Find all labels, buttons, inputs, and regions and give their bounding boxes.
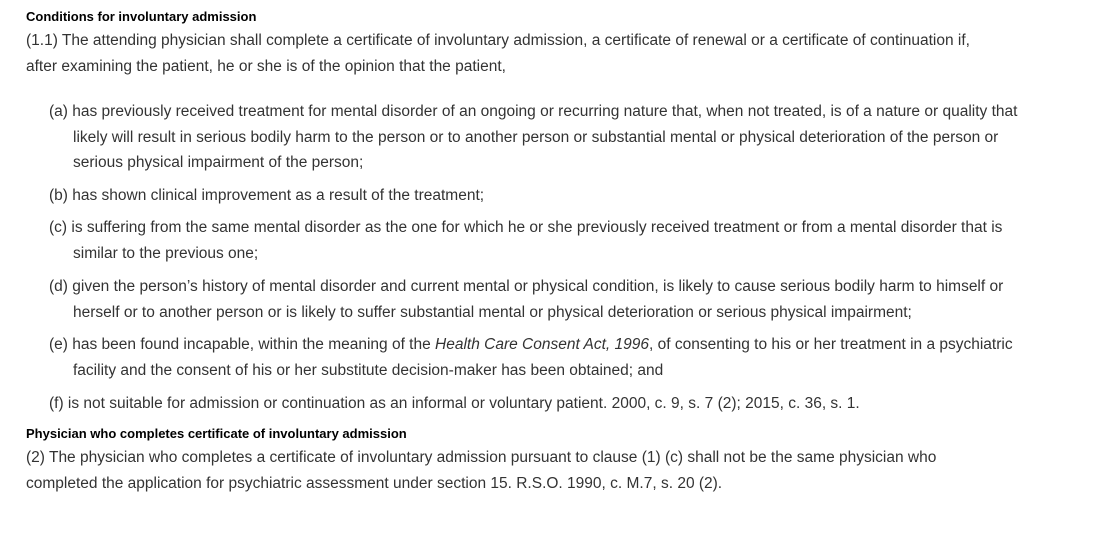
clause-list xyxy=(26,99,1091,417)
section-1-1-text: (1.1) The attending physician shall complete a certificate of involuntary admission, a certificate of renewal or a certificate of continuation if, after examining the patient, he or she is of the opinion that the patient, xyxy=(26,32,970,75)
clause-f: (f) is not suitable for admission or continuation as an informal or voluntary patient. 2000, c. 9, s. 7 (2); 2015, c. 36, s. 1. xyxy=(49,395,860,412)
clause-e-text-after: , of consenting to his or her treatment in a psychiatric facility and the consent of his or her substitute decision-maker has been obtained; and xyxy=(73,336,1013,379)
clause-b: (b) has shown clinical improvement as a result of the treatment; xyxy=(49,186,485,204)
clause-d: (d) given the person’s history of mental disorder and current mental or physical condition, is likely to cause serious bodily harm to himself or herself or to another person or is likely to suffer substantial mental or physical deterioration or serious physical impairment; xyxy=(49,278,1004,321)
clause-e xyxy=(26,332,1018,383)
clause-e-text-before: (e) has been found incapable, within the meaning of the xyxy=(49,336,436,353)
statute-document xyxy=(26,8,1091,497)
section-2-text: (2) The physician who completes a certificate of involuntary admission pursuant to clause (1) (c) shall not be the same physician who completed the application for psychiatric assessment under section 15. R.S.O. 1990, c. M.7, s. 20 (2). xyxy=(26,448,937,492)
clause-c: (c) is suffering from the same mental disorder as the one for which he or she previously received treatment or from a mental disorder that is similar to the previous one; xyxy=(49,219,1003,262)
section-heading-physician: Physician who completes certificate of involuntary admission xyxy=(26,425,407,441)
section-heading-conditions: Conditions for involuntary admission xyxy=(26,9,257,24)
act-title-link-text: Health Care Consent Act, 1996 xyxy=(435,336,650,353)
clause-a: (a) has previously received treatment for mental disorder of an ongoing or recurring nature that, when not treated, is of a nature or quality that likely will result in serious bodily harm to the person or to another person or substantial mental or physical deterioration of the person or serious physical impairment of the person; xyxy=(49,103,1018,171)
